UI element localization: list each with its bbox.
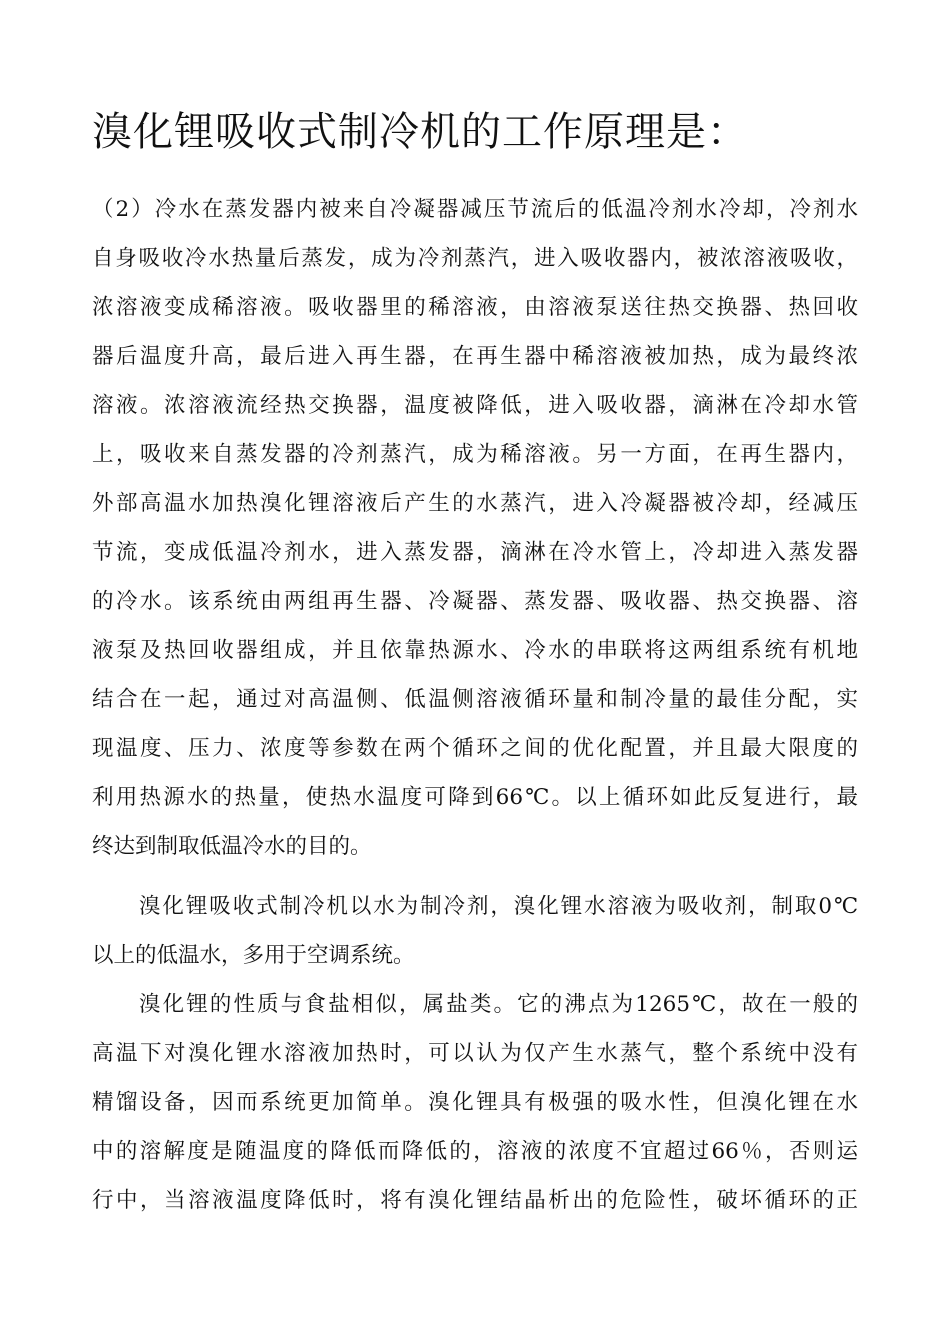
paragraph-3-line-5: 行中，当溶液温度降低时，将有溴化锂结晶析出的危险性，破坏循环的正 bbox=[92, 1188, 858, 1213]
paragraph-1-line-11: 结合在一起，通过对高温侧、低温侧溶液循环量和制冷量的最佳分配，实 bbox=[92, 687, 858, 712]
paragraph-1-line-10: 液泵及热回收器组成，并且依靠热源水、冷水的串联将这两组系统有机地 bbox=[92, 638, 858, 663]
paragraph-1-line-8: 节流，变成低温冷剂水，进入蒸发器，滴淋在冷水管上，冷却进入蒸发器 bbox=[92, 540, 858, 565]
paragraph-1-line-2: 自身吸收冷水热量后蒸发，成为冷剂蒸汽，进入吸收器内，被浓溶液吸收， bbox=[92, 246, 858, 271]
paragraph-3-line-2: 高温下对溴化锂水溶液加热时，可以认为仅产生水蒸气，整个系统中没有 bbox=[92, 1041, 858, 1066]
paragraph-1-line-4: 器后温度升高，最后进入再生器，在再生器中稀溶液被加热，成为最终浓 bbox=[92, 344, 858, 369]
paragraph-1-line-3: 浓溶液变成稀溶液。吸收器里的稀溶液，由溶液泵送往热交换器、热回收 bbox=[92, 295, 858, 320]
paragraph-3-line-4: 中的溶解度是随温度的降低而降低的，溶液的浓度不宜超过66％，否则运 bbox=[92, 1139, 858, 1164]
paragraph-1-line-13: 利用热源水的热量，使热水温度可降到66℃。以上循环如此反复进行，最 bbox=[92, 785, 858, 810]
paragraph-1-line-14: 终达到制取低温冷水的目的。 bbox=[92, 834, 372, 859]
paragraph-1-line-7: 外部高温水加热溴化锂溶液后产生的水蒸汽，进入冷凝器被冷却，经减压 bbox=[92, 491, 858, 516]
paragraph-1-line-1: （2）冷水在蒸发器内被来自冷凝器减压节流后的低温冷剂水冷却，冷剂水 bbox=[92, 197, 858, 222]
paragraph-2-line-2: 以上的低温水，多用于空调系统。 bbox=[92, 943, 415, 968]
document-title: 溴化锂吸收式制冷机的工作原理是： bbox=[92, 109, 748, 155]
paragraph-3-line-1: 溴化锂的性质与食盐相似，属盐类。它的沸点为1265℃，故在一般的 bbox=[139, 992, 858, 1017]
paragraph-1-line-6: 上，吸收来自蒸发器的冷剂蒸汽，成为稀溶液。另一方面，在再生器内， bbox=[92, 442, 858, 467]
paragraph-1-line-12: 现温度、压力、浓度等参数在两个循环之间的优化配置，并且最大限度的 bbox=[92, 736, 858, 761]
paragraph-3-line-3: 精馏设备，因而系统更加简单。溴化锂具有极强的吸水性，但溴化锂在水 bbox=[92, 1090, 858, 1115]
paragraph-1-line-9: 的冷水。该系统由两组再生器、冷凝器、蒸发器、吸收器、热交换器、溶 bbox=[92, 589, 858, 614]
paragraph-2-line-1: 溴化锂吸收式制冷机以水为制冷剂，溴化锂水溶液为吸收剂，制取0℃ bbox=[139, 894, 858, 919]
paragraph-1-line-5: 溶液。浓溶液流经热交换器，温度被降低，进入吸收器，滴淋在冷却水管 bbox=[92, 393, 858, 418]
